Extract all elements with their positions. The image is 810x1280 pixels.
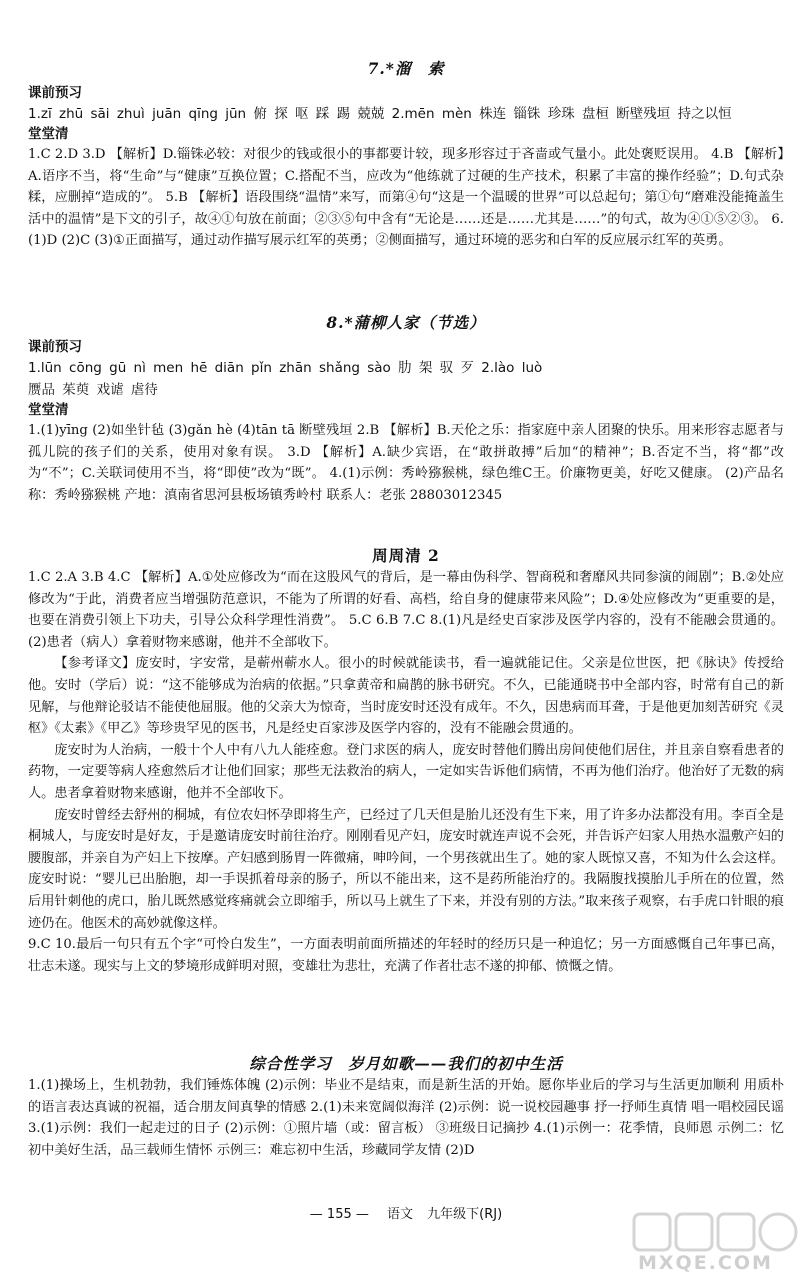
- translation-paragraph: 【参考译文】庞安时，字安常，是蕲州蕲水人。很小的时候就能读书，看一遍就能记住。父亲是位世医，把《脉诀》传授给他。安时（学后）说：“这不能够成为治病的依据。”只拿黄帝和扁鹊的脉书研究。不久，已能通晓书中全部内容，时常有自己的新见解，与他辩论驳诘不能使他屈服。他的父亲大为惊奇，当时庞安时还没有成年。不久，因患病而耳聋，于是他更加刻苦研究《灵枢》《太素》《甲乙》等珍贵罕见的医书，凡是经史百家涉及医学内容的，没有不能融会贯通的。: [28, 656, 784, 737]
- lesson8-class-text: 1.(1)yīng (2)如坐针毡 (3)gǎn hè (4)tān tā 断壁残垣 2.B 【解析】B.天伦之乐：指家庭中亲人团聚的快乐。用来形容志愿者与孤儿院的孩子们的关系，使用对象有误。 3.D 【解析】A.缺少宾语，在“敢拼敢搏”后加“的精神”；B.否定不当，将“都”改为“不”；C.关联词使用不当，将“即使”改为“既”。 4.(1)示例：秀岭猕猴桃，绿色维C王。价廉物更美，好吃又健康。 (2)产品名称：秀岭猕猴桃 产地：滇南省思河县板场镇秀岭村 联系人：老张 28803012345: [28, 423, 784, 503]
- lesson8-title: 8.*蒲柳人家（节选）: [326, 313, 486, 332]
- answer-page: [28, 0, 784, 1280]
- lesson7-block: [28, 58, 784, 252]
- page-number: — 155 —: [309, 1207, 369, 1222]
- lesson8-preview-heading: 课前预习: [28, 339, 82, 355]
- watermark-text: MXQE.COM: [638, 1252, 773, 1274]
- lesson8-preview-pinyin: 1.lūn cōng gū nì men hē diān pǐn zhān shǎng sào 肋 架 驭 歹 2.lào luò: [28, 360, 543, 376]
- lesson7-preview-heading: 课前预习: [28, 85, 82, 101]
- footer-subject: 语文: [387, 1207, 414, 1222]
- watermark-logo: [632, 1208, 800, 1276]
- watermark-logo-icon: [632, 1208, 800, 1256]
- lesson7-title: 7.*溜 索: [367, 59, 445, 78]
- weekly-block: [28, 545, 784, 977]
- lesson8-class-heading: 堂堂清: [28, 402, 69, 418]
- comprehensive-title: 综合性学习 岁月如歌——我们的初中生活: [249, 1054, 563, 1073]
- lesson8-preview-text: 赝品 茱萸 戏谑 虐待: [28, 382, 158, 398]
- translation-paragraph: 庞安时曾经去舒州的桐城，有位农妇怀孕即将生产，已经过了几天但是胎儿还没有生下来，用了许多办法都没有用。李百全是桐城人，与庞安时是好友，于是邀请庞安时前往治疗。刚刚看见产妇，庞安时就连声说不会死，并告诉产妇家人用热水温敷产妇的腰腹部，并亲自为产妇上下按摩。产妇感到肠胃一阵微痛，呻吟间，一个男孩就出生了。她的家人既惊又喜，不知为什么会这样。庞安时说：“婴儿已出胎胞，却一手误抓着母亲的肠子，所以不能出来，这不是药所能治疗的。我隔腹找摸胎儿手所在的位置，然后用针刺他的虎口，胎儿既然感觉疼痛就会立即缩手，所以马上就生了下来，并没有别的方法。”取来孩子观察，右手虎口针眼的痕迹仍在。他医术的高妙就像这样。: [28, 807, 784, 931]
- lesson7-class-heading: 堂堂清: [28, 126, 69, 142]
- weekly-title: 周周清 2: [372, 546, 440, 565]
- footer-grade: 九年级下(RJ): [427, 1207, 503, 1222]
- lesson8-block: [28, 312, 784, 506]
- weekly-answers: 1.C 2.A 3.B 4.C 【解析】A.①处应修改为“而在这股风气的背后，是一幕由伪科学、智商税和奢靡风共同参演的闹剧”；B.②处应修改为“于此，消费者应当增强防范意识，不能为了所谓的好看、高档，给自身的健康带来风险”；D.④处应修改为“更重要的是，也要在消费引领上下功夫，引导公众科学理性消费”。 5.C 6.B 7.C 8.(1)凡是经史百家涉及医学内容的，没有不能融会贯通的。 (2)患者（病人）拿着财物来感谢，他并不全部收下。: [28, 570, 784, 650]
- translation-paragraph: 庞安时为人治病，一般十个人中有八九人能痊愈。登门求医的病人，庞安时替他们腾出房间使他们居住，并且亲自察看患者的药物，一定要等病人痊愈然后才让他们回家；那些无法救治的病人，一定如实告诉他们病情，不再为他们治疗。他治好了无数的病人。患者拿着财物来感谢，他并不全部收下。: [28, 742, 784, 801]
- lesson7-class-text: 1.C 2.D 3.D 【解析】D.锱铢必较：对很少的钱或很小的事都要计较，现多形容过于吝啬或气量小。此处褒贬误用。 4.B 【解析】A.语序不当，将“生命”与“健康”互换位置；C.搭配不当，应改为“他练就了过硬的生产技术，积累了丰富的操作经验”；D.句式杂糅，应删掉“造成的”。 5.B 【解析】语段围绕“温情”来写，而第④句“这是一个温暖的世界”可以总起句；第①句“磨难没能掩盖生活中的温情”是下文的引子，故④①句放在前面；②③⑤句中含有“无论是……还是……尤其是……”的句式，故为④①⑤②③。 6.(1)D (2)C (3)①正面描写，通过动作描写展示红军的英勇；②侧面描写，通过环境的恶劣和白军的反应展示红军的英勇。: [28, 147, 784, 249]
- comprehensive-answers: 1.(1)操场上，生机勃勃，我们锤炼体魄 (2)示例：毕业不是结束，而是新生活的开始。愿你毕业后的学习与生活更加顺利 用质朴的语言表达真诚的祝福，适合朋友间真挚的情感 2.(1)未来宽阔似海洋 (2)示例：说一说校园趣事 抒一抒师生真情 唱一唱校园民谣 3.(1)示例：我们一起走过的日子 (2)示例：①照片墙（或：留言板） ③班级日记摘抄 4.(1)示例一：花季情，良师恩 示例二：忆初中美好生活，品三载师生情怀 示例三：难忘初中生活，珍藏同学友情 (2)D: [28, 1078, 784, 1158]
- weekly-tail-answers: 9.C 10.最后一句只有五个字“可怜白发生”，一方面表明前面所描述的年轻时的经历只是一种追忆；另一方面感慨自己年事已高，壮志未遂。现实与上文的梦境形成鲜明对照，变雄壮为悲壮，充满了作者壮志不遂的抑郁、愤慨之情。: [28, 937, 784, 974]
- lesson7-preview-text: 1.zī zhū sāi zhuì juān qīng jūn 俯 探 呕 踩 踢 兢兢 2.mēn mèn 株连 锱铢 珍珠 盘桓 断壁残垣 持之以恒: [28, 106, 732, 122]
- comprehensive-block: [28, 1053, 784, 1161]
